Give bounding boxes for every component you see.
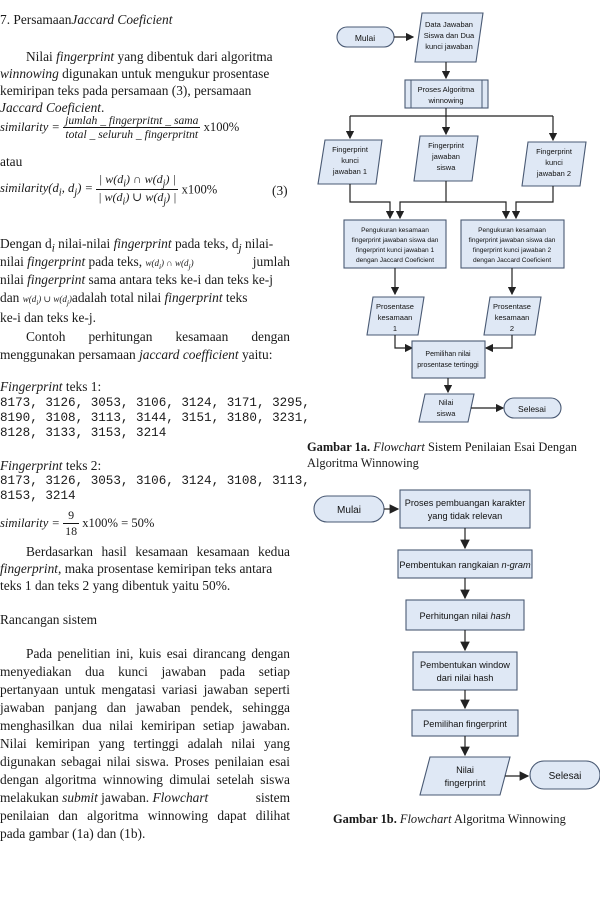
svg-text:Perhitungan nilai hash: Perhitungan nilai hash bbox=[419, 611, 511, 621]
svg-text:dengan Jaccard Coeficient: dengan Jaccard Coeficient bbox=[355, 257, 435, 264]
svg-text:jawaban: jawaban bbox=[432, 152, 460, 161]
svg-text:Pemilihan nilai: Pemilihan nilai bbox=[425, 351, 471, 358]
svg-text:kunci: kunci bbox=[545, 158, 563, 167]
svg-text:dari nilai hash: dari nilai hash bbox=[436, 673, 494, 683]
process-pembuangan-karakter bbox=[400, 490, 530, 528]
svg-text:Pengukuran kesamaan: Pengukuran kesamaan bbox=[361, 227, 429, 234]
start-label: Mulai bbox=[354, 33, 376, 43]
svg-text:Fingerprint: Fingerprint bbox=[536, 147, 572, 156]
svg-text:Data Jawaban: Data Jawaban bbox=[425, 20, 473, 29]
svg-text:jawaban 1: jawaban 1 bbox=[332, 167, 368, 176]
svg-text:fingerprint kunci jawaban 1: fingerprint kunci jawaban 1 bbox=[355, 247, 435, 254]
svg-text:Proses pembuangan karakter: Proses pembuangan karakter bbox=[404, 498, 526, 508]
section-title-rancangan: Rancangan sistem bbox=[0, 612, 98, 627]
flowchart-1b bbox=[300, 480, 600, 810]
section-title-jaccard: 7. PersamaanJaccard Coeficient bbox=[0, 12, 173, 27]
svg-text:kunci: kunci bbox=[341, 156, 359, 165]
svg-text:fingerprint: fingerprint bbox=[444, 778, 486, 788]
caption-figure-1a: Gambar 1a. Flowchart Sistem Penilaian Esai Dengan bbox=[307, 440, 577, 454]
svg-text:Pengukuran kesamaan: Pengukuran kesamaan bbox=[478, 227, 546, 234]
svg-text:Prosentase: Prosentase bbox=[376, 302, 414, 311]
svg-text:Nilai: Nilai bbox=[438, 398, 454, 407]
formula-similarity-sets: $similarity(d_i$, $d_j$) = $\frac{| w(d_i) \cap w(d_j) |}{| w(d_i) \cup w(d_j) |}$ x100% bbox=[0, 172, 218, 208]
caption-figure-1b: Gambar 1b. Flowchart Algoritma Winnowing bbox=[333, 812, 566, 826]
svg-text:Pembentukan window: Pembentukan window bbox=[420, 660, 510, 670]
atau-label: atau bbox=[0, 154, 23, 169]
process-pemilihan-nilai bbox=[412, 341, 485, 378]
svg-text:Nilai: Nilai bbox=[456, 765, 474, 775]
output-nilai-fingerprint bbox=[420, 757, 510, 795]
caption-figure-1a-line2: Algoritma Winnowing bbox=[307, 456, 419, 470]
svg-text:winnowing: winnowing bbox=[428, 96, 464, 105]
svg-text:jawaban 2: jawaban 2 bbox=[536, 169, 572, 178]
svg-text:prosentase tertinggi: prosentase tertinggi bbox=[417, 362, 479, 369]
svg-text:siswa: siswa bbox=[436, 409, 456, 418]
formula-similarity-text: similarity = $\frac{\text{jumlah \_ fingerpritnt \_ sama}}{\text{total \_ seluruh \_ fingerpritnt}}$ x100% bbox=[0, 114, 240, 141]
formula-similarity-example: similarity = $\frac{9}{18}$ x100% = 50% bbox=[0, 508, 155, 538]
equation-number: (3) bbox=[272, 183, 288, 198]
svg-text:fingerprint jawaban siswa dan: fingerprint jawaban siswa dan bbox=[468, 237, 556, 244]
svg-text:siswa: siswa bbox=[436, 163, 456, 172]
svg-text:1: 1 bbox=[392, 324, 398, 333]
svg-text:dengan Jaccard Coeficient: dengan Jaccard Coeficient bbox=[472, 257, 552, 264]
svg-text:fingerprint kunci jawaban 2: fingerprint kunci jawaban 2 bbox=[472, 247, 552, 254]
svg-text:Proses Algoritma: Proses Algoritma bbox=[417, 85, 475, 94]
svg-text:yang tidak relevan: yang tidak relevan bbox=[427, 511, 503, 521]
flowchart-1a bbox=[300, 0, 600, 435]
svg-text:Mulai: Mulai bbox=[337, 505, 361, 516]
svg-text:Selesai: Selesai bbox=[518, 404, 546, 414]
svg-text:kesamaan: kesamaan bbox=[494, 313, 530, 322]
svg-text:kunci jawaban: kunci jawaban bbox=[425, 42, 473, 51]
svg-text:2: 2 bbox=[509, 324, 515, 333]
process-pembentukan-window bbox=[413, 652, 517, 690]
svg-text:Siswa dan Dua: Siswa dan Dua bbox=[423, 31, 475, 40]
svg-text:Prosentase: Prosentase bbox=[493, 302, 531, 311]
svg-text:Pemilihan fingerprint: Pemilihan fingerprint bbox=[423, 719, 507, 729]
svg-text:Fingerprint: Fingerprint bbox=[428, 141, 464, 150]
svg-text:fingerprint jawaban siswa dan: fingerprint jawaban siswa dan bbox=[351, 237, 439, 244]
svg-text:Fingerprint: Fingerprint bbox=[332, 145, 368, 154]
svg-text:Selesai: Selesai bbox=[548, 771, 582, 782]
svg-text:kesamaan: kesamaan bbox=[377, 313, 413, 322]
svg-text:Pembentukan rangkaian n-gram: Pembentukan rangkaian n-gram bbox=[399, 560, 531, 570]
